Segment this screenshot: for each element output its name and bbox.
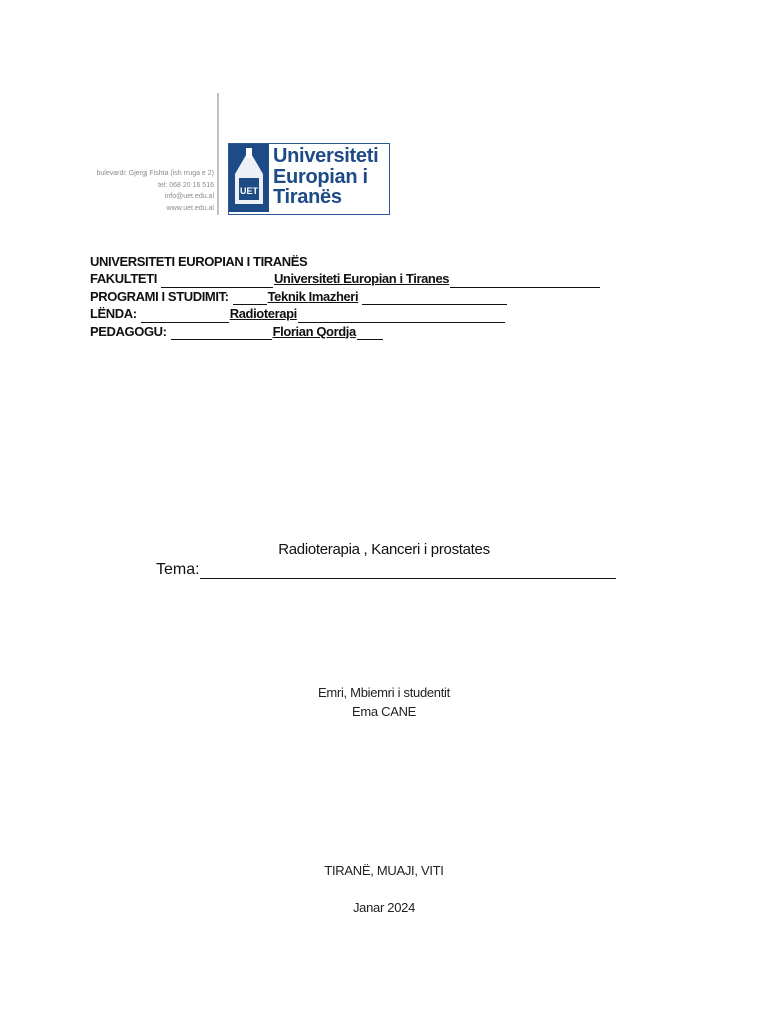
teacher-label: PEDAGOGU: xyxy=(90,323,167,339)
subject-value: Radioterapi xyxy=(229,306,297,322)
program-value: Teknik Imazheri xyxy=(267,288,359,304)
teacher-blank-end xyxy=(357,325,383,340)
address-line: bulevardi: Gjergj Fishta (ish rruga e 2) xyxy=(96,170,214,177)
student-caption: Emri, Mbiemri i studentit xyxy=(318,685,450,700)
subject-blank-end xyxy=(298,308,505,323)
faculty-blank xyxy=(161,273,273,288)
date-line: Janar 2024 xyxy=(352,900,416,915)
theme-blank xyxy=(200,564,616,579)
faculty-value: Universiteti Europian i Tiranes xyxy=(273,271,450,287)
subject-label: LËNDA: xyxy=(90,306,137,322)
place-line: TIRANË, MUAJI, VITI xyxy=(324,863,444,878)
program-blank-end xyxy=(362,290,507,305)
program-line xyxy=(90,288,600,305)
teacher-blank xyxy=(171,325,272,340)
theme-line xyxy=(156,561,616,579)
logo-name-line-1: Universiteti xyxy=(273,145,379,167)
program-blank xyxy=(233,290,267,305)
subject-line xyxy=(90,305,600,322)
phone-line: tel: 068 20 16 516 xyxy=(157,181,214,189)
faculty-line xyxy=(90,270,600,287)
university-address xyxy=(92,168,214,214)
header-divider xyxy=(217,93,219,215)
thesis-title: Radioterapia , Kanceri i prostates xyxy=(278,541,490,558)
student-name: Ema CANE xyxy=(351,704,417,719)
teacher-value: Florian Qordja xyxy=(272,323,356,339)
university-name-logo xyxy=(273,146,378,208)
university-emblem-icon xyxy=(229,144,269,212)
teacher-line xyxy=(90,323,600,340)
website-line: www.uet.edu.al xyxy=(166,204,214,212)
cover-info xyxy=(90,253,600,340)
university-line xyxy=(90,253,600,270)
theme-label: Tema: xyxy=(156,561,200,578)
program-label: PROGRAMI I STUDIMIT: xyxy=(90,288,229,304)
faculty-label: FAKULTETI xyxy=(90,271,157,287)
logo-name-line-3: Tiranës xyxy=(273,186,342,208)
logo-name-line-2: Europian i xyxy=(273,165,368,188)
university-name: UNIVERSITETI EUROPIAN I TIRANËS xyxy=(90,253,308,269)
email-line: info@uet.edu.al xyxy=(164,193,214,200)
emblem-letters: UET xyxy=(240,186,258,196)
faculty-blank-end xyxy=(450,273,600,288)
subject-blank xyxy=(141,308,229,323)
